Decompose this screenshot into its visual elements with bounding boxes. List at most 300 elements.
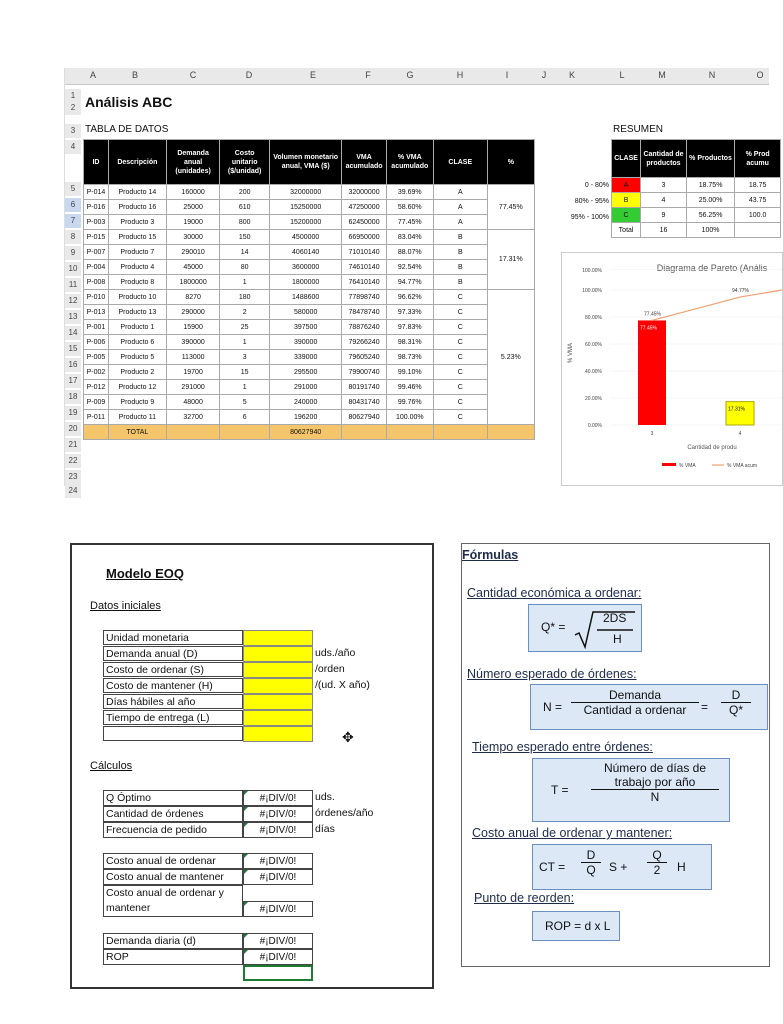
table-row [84, 275, 535, 290]
table-cell[interactable]: P-010 [84, 290, 109, 305]
table-cell[interactable]: Producto 11 [108, 410, 166, 425]
calc-value[interactable]: #¡DIV/0! [243, 822, 313, 838]
th-clase: CLASE [433, 140, 487, 185]
row-header[interactable]: 11 [65, 278, 81, 292]
table-cell[interactable]: B [433, 275, 487, 290]
table-cell[interactable]: 94.77% [386, 275, 433, 290]
input-field[interactable] [243, 662, 313, 678]
range-label: 80% - 95% [574, 198, 609, 205]
row-header[interactable]: 14 [65, 326, 81, 340]
row-header[interactable]: 4 [65, 140, 81, 154]
resumen-cell[interactable]: A [612, 178, 641, 193]
resumen-cell[interactable]: 56.25% [686, 208, 735, 223]
row-header[interactable]: 22 [65, 454, 81, 468]
resumen-cell[interactable]: B [612, 193, 641, 208]
input-field[interactable] [243, 710, 313, 726]
row-header[interactable]: 6 [65, 198, 81, 212]
calc-value[interactable]: #¡DIV/0! [243, 853, 313, 869]
table-cell[interactable]: B [433, 245, 487, 260]
input-label: Días hábiles al año [103, 694, 243, 709]
table-cell[interactable]: 98.73% [386, 350, 433, 365]
input-label: Costo de ordenar (S) [103, 662, 243, 677]
row-header[interactable]: 13 [65, 310, 81, 324]
table-cell[interactable]: 79605240 [342, 350, 386, 365]
input-field[interactable] [243, 726, 313, 742]
input-label: Demanda anual (D) [103, 646, 243, 661]
table-cell[interactable]: Producto 6 [108, 335, 166, 350]
col-header[interactable]: N [708, 70, 716, 80]
table-cell[interactable]: C [433, 395, 487, 410]
col-header[interactable]: J [541, 70, 547, 80]
f1-num: 2DS [603, 611, 627, 625]
f4-h: H [677, 860, 686, 874]
table-cell[interactable]: P-012 [84, 380, 109, 395]
table-cell[interactable]: 99.76% [386, 395, 433, 410]
col-header[interactable]: O [756, 70, 764, 80]
input-field[interactable] [243, 630, 313, 646]
formulas-title: Fórmulas [462, 548, 519, 562]
cumulative-line [652, 290, 782, 320]
y-tick-label: 0.00% [587, 423, 602, 429]
rs-total-cant[interactable]: 16 [641, 223, 687, 238]
table-cell[interactable]: 77.45% [386, 215, 433, 230]
table-cell[interactable]: P-004 [84, 260, 109, 275]
table-cell[interactable]: 96.62% [386, 290, 433, 305]
col-header[interactable]: A [89, 70, 96, 80]
legend-swatch-vma [662, 463, 676, 466]
table-cell[interactable]: 32700 [166, 410, 220, 425]
row-header[interactable]: 9 [65, 246, 81, 260]
table-cell[interactable]: 15 [220, 365, 269, 380]
col-header[interactable]: H [456, 70, 464, 80]
f2-den: Cantidad a ordenar [583, 703, 687, 717]
table-cell[interactable]: 15200000 [269, 215, 342, 230]
table-cell[interactable]: 1488600 [269, 290, 342, 305]
row-header[interactable]: 20 [65, 422, 81, 436]
table-cell[interactable]: A [433, 185, 487, 200]
f4-s: S + [609, 860, 628, 874]
table-cell[interactable]: 39.69% [386, 185, 433, 200]
y-tick-label: 40.00% [585, 369, 602, 375]
table-cell[interactable]: 2 [220, 305, 269, 320]
table-cell[interactable]: 610 [220, 200, 269, 215]
table-cell[interactable]: B [433, 260, 487, 275]
table-cell[interactable]: 83.04% [386, 230, 433, 245]
row-header[interactable]: 15 [65, 342, 81, 356]
table-cell[interactable]: C [433, 335, 487, 350]
table-cell[interactable]: 99.46% [386, 380, 433, 395]
formula5-title: Punto de reorden: [474, 891, 575, 905]
f4-d1: Q [586, 863, 596, 877]
input-field[interactable] [243, 678, 313, 694]
total-cell[interactable]: 80627940 [269, 425, 342, 440]
legend-label-acum: % VMA acum [727, 463, 758, 469]
resumen-header-row [612, 140, 781, 178]
table-cell[interactable]: 80191740 [342, 380, 386, 395]
line-label: 94.77% [732, 288, 749, 295]
f1-den: H [613, 632, 622, 646]
table-cell[interactable]: 77898740 [342, 290, 386, 305]
table-cell[interactable]: 80431740 [342, 395, 386, 410]
table-cell[interactable]: 71010140 [342, 245, 386, 260]
calc-value[interactable]: #¡DIV/0! [243, 869, 313, 885]
table-cell[interactable]: P-006 [84, 335, 109, 350]
resumen-cell[interactable]: C [612, 208, 641, 223]
table-cell[interactable]: Producto 15 [108, 230, 166, 245]
table-cell[interactable]: Producto 16 [108, 200, 166, 215]
table-row [84, 290, 535, 305]
table-cell[interactable]: 62450000 [342, 215, 386, 230]
row-header[interactable]: 8 [65, 230, 81, 244]
table-cell[interactable]: 1800000 [269, 275, 342, 290]
eoq-title: Modelo EOQ [106, 566, 184, 581]
calc-unit: uds. [315, 791, 335, 803]
f2-equals: = [701, 700, 709, 714]
calc-value[interactable]: #¡DIV/0! [243, 933, 313, 949]
table-cell[interactable]: 66950000 [342, 230, 386, 245]
table-cell[interactable]: 150 [220, 230, 269, 245]
table-cell[interactable]: Producto 10 [108, 290, 166, 305]
table-cell[interactable]: 3 [220, 350, 269, 365]
class-pct-cell[interactable]: 5.23% [487, 290, 534, 425]
resumen-cell[interactable]: 100.0 [735, 208, 781, 223]
col-header[interactable]: B [131, 70, 138, 80]
total-row [84, 425, 535, 440]
row-header[interactable]: 19 [65, 406, 81, 420]
table-cell[interactable]: 15900 [166, 320, 220, 335]
table-cell[interactable]: 291000 [269, 380, 342, 395]
table-cell[interactable]: Producto 13 [108, 305, 166, 320]
f2-fraction2 [721, 688, 751, 717]
table-title: TABLA DE DATOS [85, 124, 169, 135]
formulas-panel [461, 543, 770, 967]
row-header[interactable]: 18 [65, 390, 81, 404]
calc-label: Q Óptimo [103, 790, 243, 806]
table-cell[interactable]: 45000 [166, 260, 220, 275]
table-cell[interactable]: 290010 [166, 245, 220, 260]
table-cell[interactable]: C [433, 290, 487, 305]
calc-label: Frecuencia de pedido [103, 822, 243, 838]
table-cell[interactable]: C [433, 320, 487, 335]
rs-total-pct[interactable]: 100% [686, 223, 735, 238]
table-row [84, 335, 535, 350]
th-demanda: Demanda anual (unidades) [166, 140, 220, 185]
table-cell[interactable]: 25000 [166, 200, 220, 215]
total-cell[interactable] [220, 425, 269, 440]
total-cell[interactable]: TOTAL [108, 425, 166, 440]
table-cell[interactable]: 240000 [269, 395, 342, 410]
eoq-model-panel [70, 543, 434, 989]
total-cell[interactable] [433, 425, 487, 440]
calc-value[interactable]: #¡DIV/0! [243, 901, 313, 917]
table-cell[interactable]: Producto 3 [108, 215, 166, 230]
table-cell[interactable]: P-009 [84, 395, 109, 410]
table-cell[interactable]: 1 [220, 335, 269, 350]
f2-den2: Q* [728, 703, 743, 717]
resumen-title: RESUMEN [613, 124, 664, 135]
row-header[interactable]: 21 [65, 438, 81, 452]
calc-value[interactable]: #¡DIV/0! [243, 790, 313, 806]
table-cell[interactable]: 1 [220, 275, 269, 290]
col-header[interactable]: L [619, 70, 625, 80]
table-cell[interactable]: 800 [220, 215, 269, 230]
formula4-box [532, 844, 712, 890]
table-cell[interactable]: 97.33% [386, 305, 433, 320]
input-field[interactable] [243, 694, 313, 710]
table-cell[interactable]: 19700 [166, 365, 220, 380]
table-cell[interactable]: 8270 [166, 290, 220, 305]
row-header[interactable]: 17 [65, 374, 81, 388]
rs-th-cantidad: Cantidad de productos [641, 140, 687, 178]
resumen-total-row [612, 223, 781, 238]
table-cell[interactable]: 113000 [166, 350, 220, 365]
table-cell[interactable]: 1800000 [166, 275, 220, 290]
col-header[interactable]: M [658, 70, 666, 80]
table-cell[interactable]: 58.60% [386, 200, 433, 215]
row-header[interactable]: 2 [65, 101, 81, 115]
table-row [84, 185, 535, 200]
col-header[interactable]: G [406, 70, 414, 80]
table-cell[interactable]: P-002 [84, 365, 109, 380]
f1-lhs: Q* = [541, 620, 566, 634]
table-cell[interactable]: 79900740 [342, 365, 386, 380]
legend-label-vma: % VMA [679, 463, 696, 469]
rs-total-empty[interactable] [735, 223, 781, 238]
table-cell[interactable]: 30000 [166, 230, 220, 245]
table-cell[interactable]: 339000 [269, 350, 342, 365]
resumen-row [612, 178, 781, 193]
table-cell[interactable]: 4500000 [269, 230, 342, 245]
row-header[interactable]: 1 [65, 89, 81, 103]
class-pct-cell[interactable]: 77.45% [487, 185, 534, 230]
table-cell[interactable]: 397500 [269, 320, 342, 335]
f2-fraction [571, 688, 699, 717]
calc-value[interactable]: #¡DIV/0! [243, 949, 313, 965]
row-header[interactable]: 23 [65, 470, 81, 484]
table-cell[interactable]: 97.83% [386, 320, 433, 335]
table-cell[interactable]: Producto 14 [108, 185, 166, 200]
x-tick-label: 3 [650, 431, 654, 437]
resumen-cell[interactable]: 9 [641, 208, 687, 223]
pareto-chart[interactable] [561, 252, 783, 486]
table-cell[interactable]: Producto 7 [108, 245, 166, 260]
total-cell[interactable] [84, 425, 109, 440]
table-cell[interactable]: 98.31% [386, 335, 433, 350]
class-pct-cell[interactable]: 17.31% [487, 230, 534, 290]
table-cell[interactable]: 580000 [269, 305, 342, 320]
bar-label: 77.45% [640, 325, 657, 332]
table-cell[interactable]: 92.54% [386, 260, 433, 275]
th-costo: Costo unitario ($/unidad) [220, 140, 269, 185]
table-cell[interactable]: A [433, 215, 487, 230]
col-header[interactable]: F [365, 70, 371, 80]
calc-label: Costo anual de mantener [103, 869, 243, 885]
table-cell[interactable]: C [433, 380, 487, 395]
table-cell[interactable]: P-001 [84, 320, 109, 335]
resumen-cell[interactable]: 3 [641, 178, 687, 193]
f4-fraction2 [647, 848, 667, 877]
row-header[interactable]: 3 [65, 124, 81, 138]
table-cell[interactable]: Producto 1 [108, 320, 166, 335]
table-cell[interactable]: 80627940 [342, 410, 386, 425]
table-row [84, 245, 535, 260]
col-header[interactable]: D [245, 70, 253, 80]
formula3-title: Tiempo esperado entre órdenes: [472, 740, 653, 754]
total-cell[interactable] [342, 425, 386, 440]
resumen-row [612, 208, 781, 223]
pareto-chart-svg [562, 253, 782, 485]
table-cell[interactable]: Producto 4 [108, 260, 166, 275]
calc-value[interactable]: #¡DIV/0! [243, 806, 313, 822]
f4-n2: Q [647, 848, 667, 863]
sheet-title: Análisis ABC [85, 94, 173, 110]
table-cell[interactable]: P-007 [84, 245, 109, 260]
f3-fraction [591, 761, 719, 804]
table-cell[interactable]: 25 [220, 320, 269, 335]
f4-n1: D [581, 848, 601, 863]
table-cell[interactable]: 390000 [269, 335, 342, 350]
calc-label: ROP [103, 949, 243, 965]
table-cell[interactable]: 4060140 [269, 245, 342, 260]
table-cell[interactable]: 290000 [166, 305, 220, 320]
row-header[interactable]: 24 [65, 484, 81, 498]
table-cell[interactable]: 48000 [166, 395, 220, 410]
table-cell[interactable]: P-008 [84, 275, 109, 290]
row-header[interactable]: 10 [65, 262, 81, 276]
resumen-table [611, 139, 781, 238]
total-cell[interactable] [166, 425, 220, 440]
table-cell[interactable]: P-016 [84, 200, 109, 215]
input-label-empty [103, 726, 243, 741]
table-cell[interactable]: P-015 [84, 230, 109, 245]
row-header[interactable]: 5 [65, 182, 81, 196]
y-tick-label: 60.00% [585, 342, 602, 348]
selected-cell[interactable] [243, 965, 313, 981]
chart-title: Diagrama de Pareto (Anális [656, 263, 768, 273]
resumen-cell[interactable]: 43.75 [735, 193, 781, 208]
table-cell[interactable]: 160000 [166, 185, 220, 200]
resumen-cell[interactable]: 18.75 [735, 178, 781, 193]
table-cell[interactable]: 79266240 [342, 335, 386, 350]
table-cell[interactable]: 78876240 [342, 320, 386, 335]
f3-lhs: T = [551, 783, 569, 797]
y-tick-label: 100.00% [582, 288, 602, 294]
table-row [84, 410, 535, 425]
table-cell[interactable]: B [433, 230, 487, 245]
table-cell[interactable]: Producto 8 [108, 275, 166, 290]
formula1-box [528, 604, 642, 652]
datos-iniciales-title: Datos iniciales [90, 600, 161, 612]
col-header[interactable]: I [505, 70, 509, 80]
table-cell[interactable]: 3600000 [269, 260, 342, 275]
table-cell[interactable]: 74610140 [342, 260, 386, 275]
table-cell[interactable]: Producto 2 [108, 365, 166, 380]
table-cell[interactable]: Producto 5 [108, 350, 166, 365]
row-header[interactable]: 12 [65, 294, 81, 308]
table-cell[interactable]: P-005 [84, 350, 109, 365]
range-label: 0 - 80% [584, 182, 609, 189]
table-cell[interactable]: P-014 [84, 185, 109, 200]
input-label: Costo de mantener (H) [103, 678, 243, 693]
bar-label: 17.31% [728, 406, 745, 413]
input-field[interactable] [243, 646, 313, 662]
table-cell[interactable]: P-003 [84, 215, 109, 230]
f4-d2: 2 [653, 863, 661, 877]
input-unit: /orden [315, 663, 345, 675]
table-cell[interactable]: 196200 [269, 410, 342, 425]
table-cell[interactable]: 291000 [166, 380, 220, 395]
table-cell[interactable]: 88.07% [386, 245, 433, 260]
calc-unit: órdenes/año [315, 807, 374, 819]
table-cell[interactable]: 5 [220, 395, 269, 410]
table-cell[interactable]: 32000000 [269, 185, 342, 200]
resumen-row [612, 193, 781, 208]
column-header-bar [65, 68, 769, 85]
table-cell[interactable]: C [433, 305, 487, 320]
table-cell[interactable]: 390000 [166, 335, 220, 350]
calc-label: Cantidad de órdenes [103, 806, 243, 822]
table-cell[interactable]: 15250000 [269, 200, 342, 215]
table-cell[interactable]: 80 [220, 260, 269, 275]
table-cell[interactable]: 100.00% [386, 410, 433, 425]
table-cell[interactable]: 200 [220, 185, 269, 200]
table-cell[interactable]: 76410140 [342, 275, 386, 290]
resumen-cell[interactable]: 4 [641, 193, 687, 208]
table-cell[interactable]: 180 [220, 290, 269, 305]
calc-label: Costo anual de ordenar y mantener [103, 885, 243, 917]
formula3-box [532, 758, 730, 822]
table-cell[interactable]: 295500 [269, 365, 342, 380]
resumen-cell[interactable]: 25.00% [686, 193, 735, 208]
table-cell[interactable]: C [433, 410, 487, 425]
total-cell[interactable] [487, 425, 534, 440]
table-cell[interactable]: 1 [220, 380, 269, 395]
bar [726, 402, 754, 425]
table-cell[interactable]: 32000000 [342, 185, 386, 200]
input-unit: /(ud. X año) [315, 679, 370, 691]
rs-total-label[interactable]: Total [612, 223, 641, 238]
table-row [84, 305, 535, 320]
table-cell[interactable]: Producto 9 [108, 395, 166, 410]
col-header[interactable]: E [309, 70, 316, 80]
col-header[interactable]: C [189, 70, 197, 80]
f2-num: Demanda [571, 688, 699, 703]
table-cell[interactable]: 99.10% [386, 365, 433, 380]
col-header[interactable]: K [568, 70, 575, 80]
table-cell[interactable]: 47250000 [342, 200, 386, 215]
row-header[interactable]: 16 [65, 358, 81, 372]
table-cell[interactable]: 14 [220, 245, 269, 260]
table-cell[interactable]: P-013 [84, 305, 109, 320]
table-cell[interactable]: P-011 [84, 410, 109, 425]
table-cell[interactable]: Producto 12 [108, 380, 166, 395]
table-cell[interactable]: 19000 [166, 215, 220, 230]
cursor-crosshair-icon: ✥ [342, 729, 354, 745]
f4-lhs: CT = [539, 860, 566, 874]
total-cell[interactable] [386, 425, 433, 440]
table-cell[interactable]: C [433, 365, 487, 380]
table-cell[interactable]: 6 [220, 410, 269, 425]
y-tick-label: 100.00% [582, 267, 602, 274]
abc-spreadsheet [64, 68, 770, 495]
row-header[interactable]: 7 [65, 214, 81, 228]
y-tick-label: 80.00% [585, 315, 602, 321]
f2-num2: D [721, 688, 751, 703]
table-cell[interactable]: 78478740 [342, 305, 386, 320]
table-cell[interactable]: A [433, 200, 487, 215]
table-cell[interactable]: C [433, 350, 487, 365]
resumen-cell[interactable]: 18.75% [686, 178, 735, 193]
